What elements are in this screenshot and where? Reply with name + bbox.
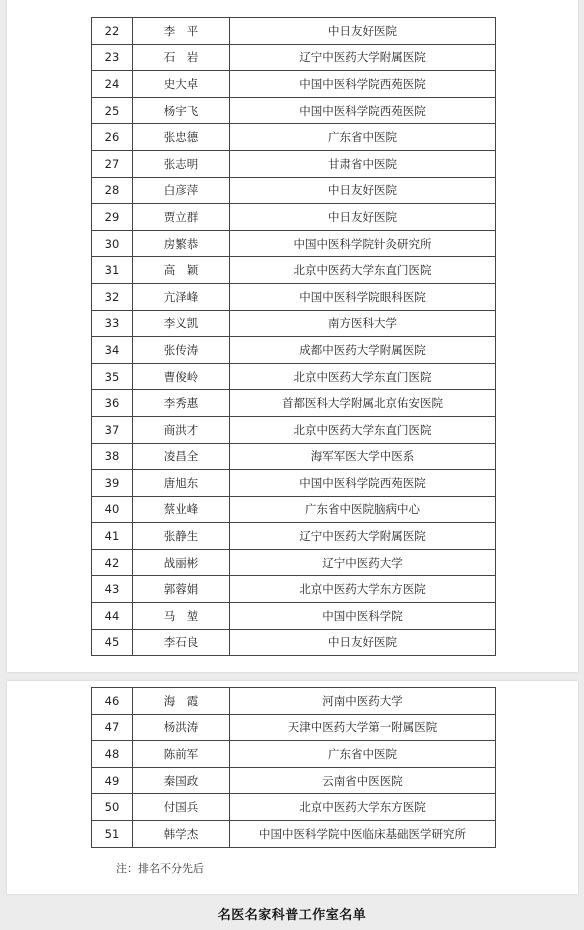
row-number: 29: [92, 204, 133, 231]
row-number: 41: [92, 523, 133, 550]
institution-name: 中日友好医院: [230, 629, 496, 656]
table-row: [92, 363, 496, 390]
table-row: [92, 629, 496, 656]
row-number: 50: [92, 794, 133, 821]
expert-name: 陈前军: [133, 741, 230, 768]
table-row: [92, 794, 496, 821]
institution-name: 中国中医科学院眼科医院: [230, 283, 496, 310]
table-row: [92, 124, 496, 151]
institution-name: 北京中医药大学东直门医院: [230, 363, 496, 390]
expert-name: 凌昌全: [133, 443, 230, 470]
institution-name: 广东省中医院脑病中心: [230, 496, 496, 523]
expert-name: 贾立群: [133, 204, 230, 231]
table-row: [92, 310, 496, 337]
institution-name: 中日友好医院: [230, 177, 496, 204]
row-number: 30: [92, 230, 133, 257]
row-number: 48: [92, 741, 133, 768]
row-number: 33: [92, 310, 133, 337]
table-row: [92, 177, 496, 204]
row-number: 49: [92, 767, 133, 794]
institution-name: 云南省中医医院: [230, 767, 496, 794]
table-row: [92, 688, 496, 715]
row-number: 23: [92, 44, 133, 71]
institution-name: 中国中医科学院: [230, 603, 496, 630]
institution-name: 北京中医药大学东直门医院: [230, 257, 496, 284]
expert-name: 房繁恭: [133, 230, 230, 257]
institution-name: 辽宁中医药大学: [230, 549, 496, 576]
row-number: 27: [92, 150, 133, 177]
row-number: 35: [92, 363, 133, 390]
table-row: [92, 767, 496, 794]
table-row: [92, 496, 496, 523]
row-number: 26: [92, 124, 133, 151]
table-row: [92, 230, 496, 257]
row-number: 36: [92, 390, 133, 417]
table-row: [92, 714, 496, 741]
table-row: [92, 18, 496, 45]
document-page-1: [7, 0, 578, 672]
expert-name: 张志明: [133, 150, 230, 177]
institution-name: 中日友好医院: [230, 204, 496, 231]
roster-table-body: [92, 18, 496, 656]
table-row: [92, 44, 496, 71]
note-text: 注：排名不分先后: [116, 862, 204, 875]
row-number: 47: [92, 714, 133, 741]
expert-name: 石 岩: [133, 44, 230, 71]
expert-name: 史大卓: [133, 71, 230, 98]
institution-name: 中国中医科学院西苑医院: [230, 71, 496, 98]
table-row: [92, 549, 496, 576]
expert-name: 郭蓉娟: [133, 576, 230, 603]
roster-table-part-1: [91, 17, 496, 656]
row-number: 40: [92, 496, 133, 523]
table-row: [92, 257, 496, 284]
institution-name: 北京中医药大学东直门医院: [230, 416, 496, 443]
institution-name: 广东省中医院: [230, 741, 496, 768]
institution-name: 首都医科大学附属北京佑安医院: [230, 390, 496, 417]
table-row: [92, 416, 496, 443]
institution-name: 天津中医药大学第一附属医院: [230, 714, 496, 741]
row-number: 38: [92, 443, 133, 470]
expert-name: 曹俊岭: [133, 363, 230, 390]
institution-name: 中国中医科学院中医临床基础医学研究所: [230, 820, 496, 847]
table-row: [92, 204, 496, 231]
row-number: 22: [92, 18, 133, 45]
expert-name: 海 霞: [133, 688, 230, 715]
table-row: [92, 603, 496, 630]
institution-name: 北京中医药大学东方医院: [230, 794, 496, 821]
expert-name: 白彦萍: [133, 177, 230, 204]
document-page-2: [7, 681, 578, 894]
table-row: [92, 97, 496, 124]
institution-name: 中国中医科学院针灸研究所: [230, 230, 496, 257]
row-number: 24: [92, 71, 133, 98]
table-row: [92, 283, 496, 310]
row-number: 37: [92, 416, 133, 443]
table-row: [92, 337, 496, 364]
institution-name: 南方医科大学: [230, 310, 496, 337]
institution-name: 广东省中医院: [230, 124, 496, 151]
expert-name: 韩学杰: [133, 820, 230, 847]
roster-table-part-2: [91, 687, 496, 848]
expert-name: 高 颖: [133, 257, 230, 284]
row-number: 28: [92, 177, 133, 204]
institution-name: 河南中医药大学: [230, 688, 496, 715]
institution-name: 辽宁中医药大学附属医院: [230, 523, 496, 550]
row-number: 34: [92, 337, 133, 364]
expert-name: 张传涛: [133, 337, 230, 364]
institution-name: 中日友好医院: [230, 18, 496, 45]
row-number: 43: [92, 576, 133, 603]
expert-name: 杨洪涛: [133, 714, 230, 741]
institution-name: 辽宁中医药大学附属医院: [230, 44, 496, 71]
row-number: 31: [92, 257, 133, 284]
expert-name: 马 堃: [133, 603, 230, 630]
institution-name: 海军军医大学中医系: [230, 443, 496, 470]
institution-name: 北京中医药大学东方医院: [230, 576, 496, 603]
expert-name: 付国兵: [133, 794, 230, 821]
row-number: 45: [92, 629, 133, 656]
row-number: 25: [92, 97, 133, 124]
institution-name: 成都中医药大学附属医院: [230, 337, 496, 364]
row-number: 51: [92, 820, 133, 847]
table-row: [92, 443, 496, 470]
expert-name: 张静生: [133, 523, 230, 550]
expert-name: 唐旭东: [133, 470, 230, 497]
expert-name: 亢泽峰: [133, 283, 230, 310]
expert-name: 李义凯: [133, 310, 230, 337]
expert-name: 秦国政: [133, 767, 230, 794]
row-number: 44: [92, 603, 133, 630]
expert-name: 杨宇飞: [133, 97, 230, 124]
table-row: [92, 576, 496, 603]
table-row: [92, 71, 496, 98]
row-number: 32: [92, 283, 133, 310]
table-row: [92, 820, 496, 847]
expert-name: 战丽彬: [133, 549, 230, 576]
expert-name: 张忠德: [133, 124, 230, 151]
figure-caption: 名医名家科普工作室名单: [217, 908, 367, 923]
roster-table-body: [92, 688, 496, 848]
expert-name: 蔡业峰: [133, 496, 230, 523]
expert-name: 商洪才: [133, 416, 230, 443]
expert-name: 李秀惠: [133, 390, 230, 417]
expert-name: 李 平: [133, 18, 230, 45]
row-number: 39: [92, 470, 133, 497]
row-number: 46: [92, 688, 133, 715]
table-row: [92, 470, 496, 497]
institution-name: 甘肃省中医院: [230, 150, 496, 177]
institution-name: 中国中医科学院西苑医院: [230, 97, 496, 124]
institution-name: 中国中医科学院西苑医院: [230, 470, 496, 497]
table-row: [92, 523, 496, 550]
row-number: 42: [92, 549, 133, 576]
table-row: [92, 390, 496, 417]
expert-name: 李石良: [133, 629, 230, 656]
table-row: [92, 741, 496, 768]
table-row: [92, 150, 496, 177]
